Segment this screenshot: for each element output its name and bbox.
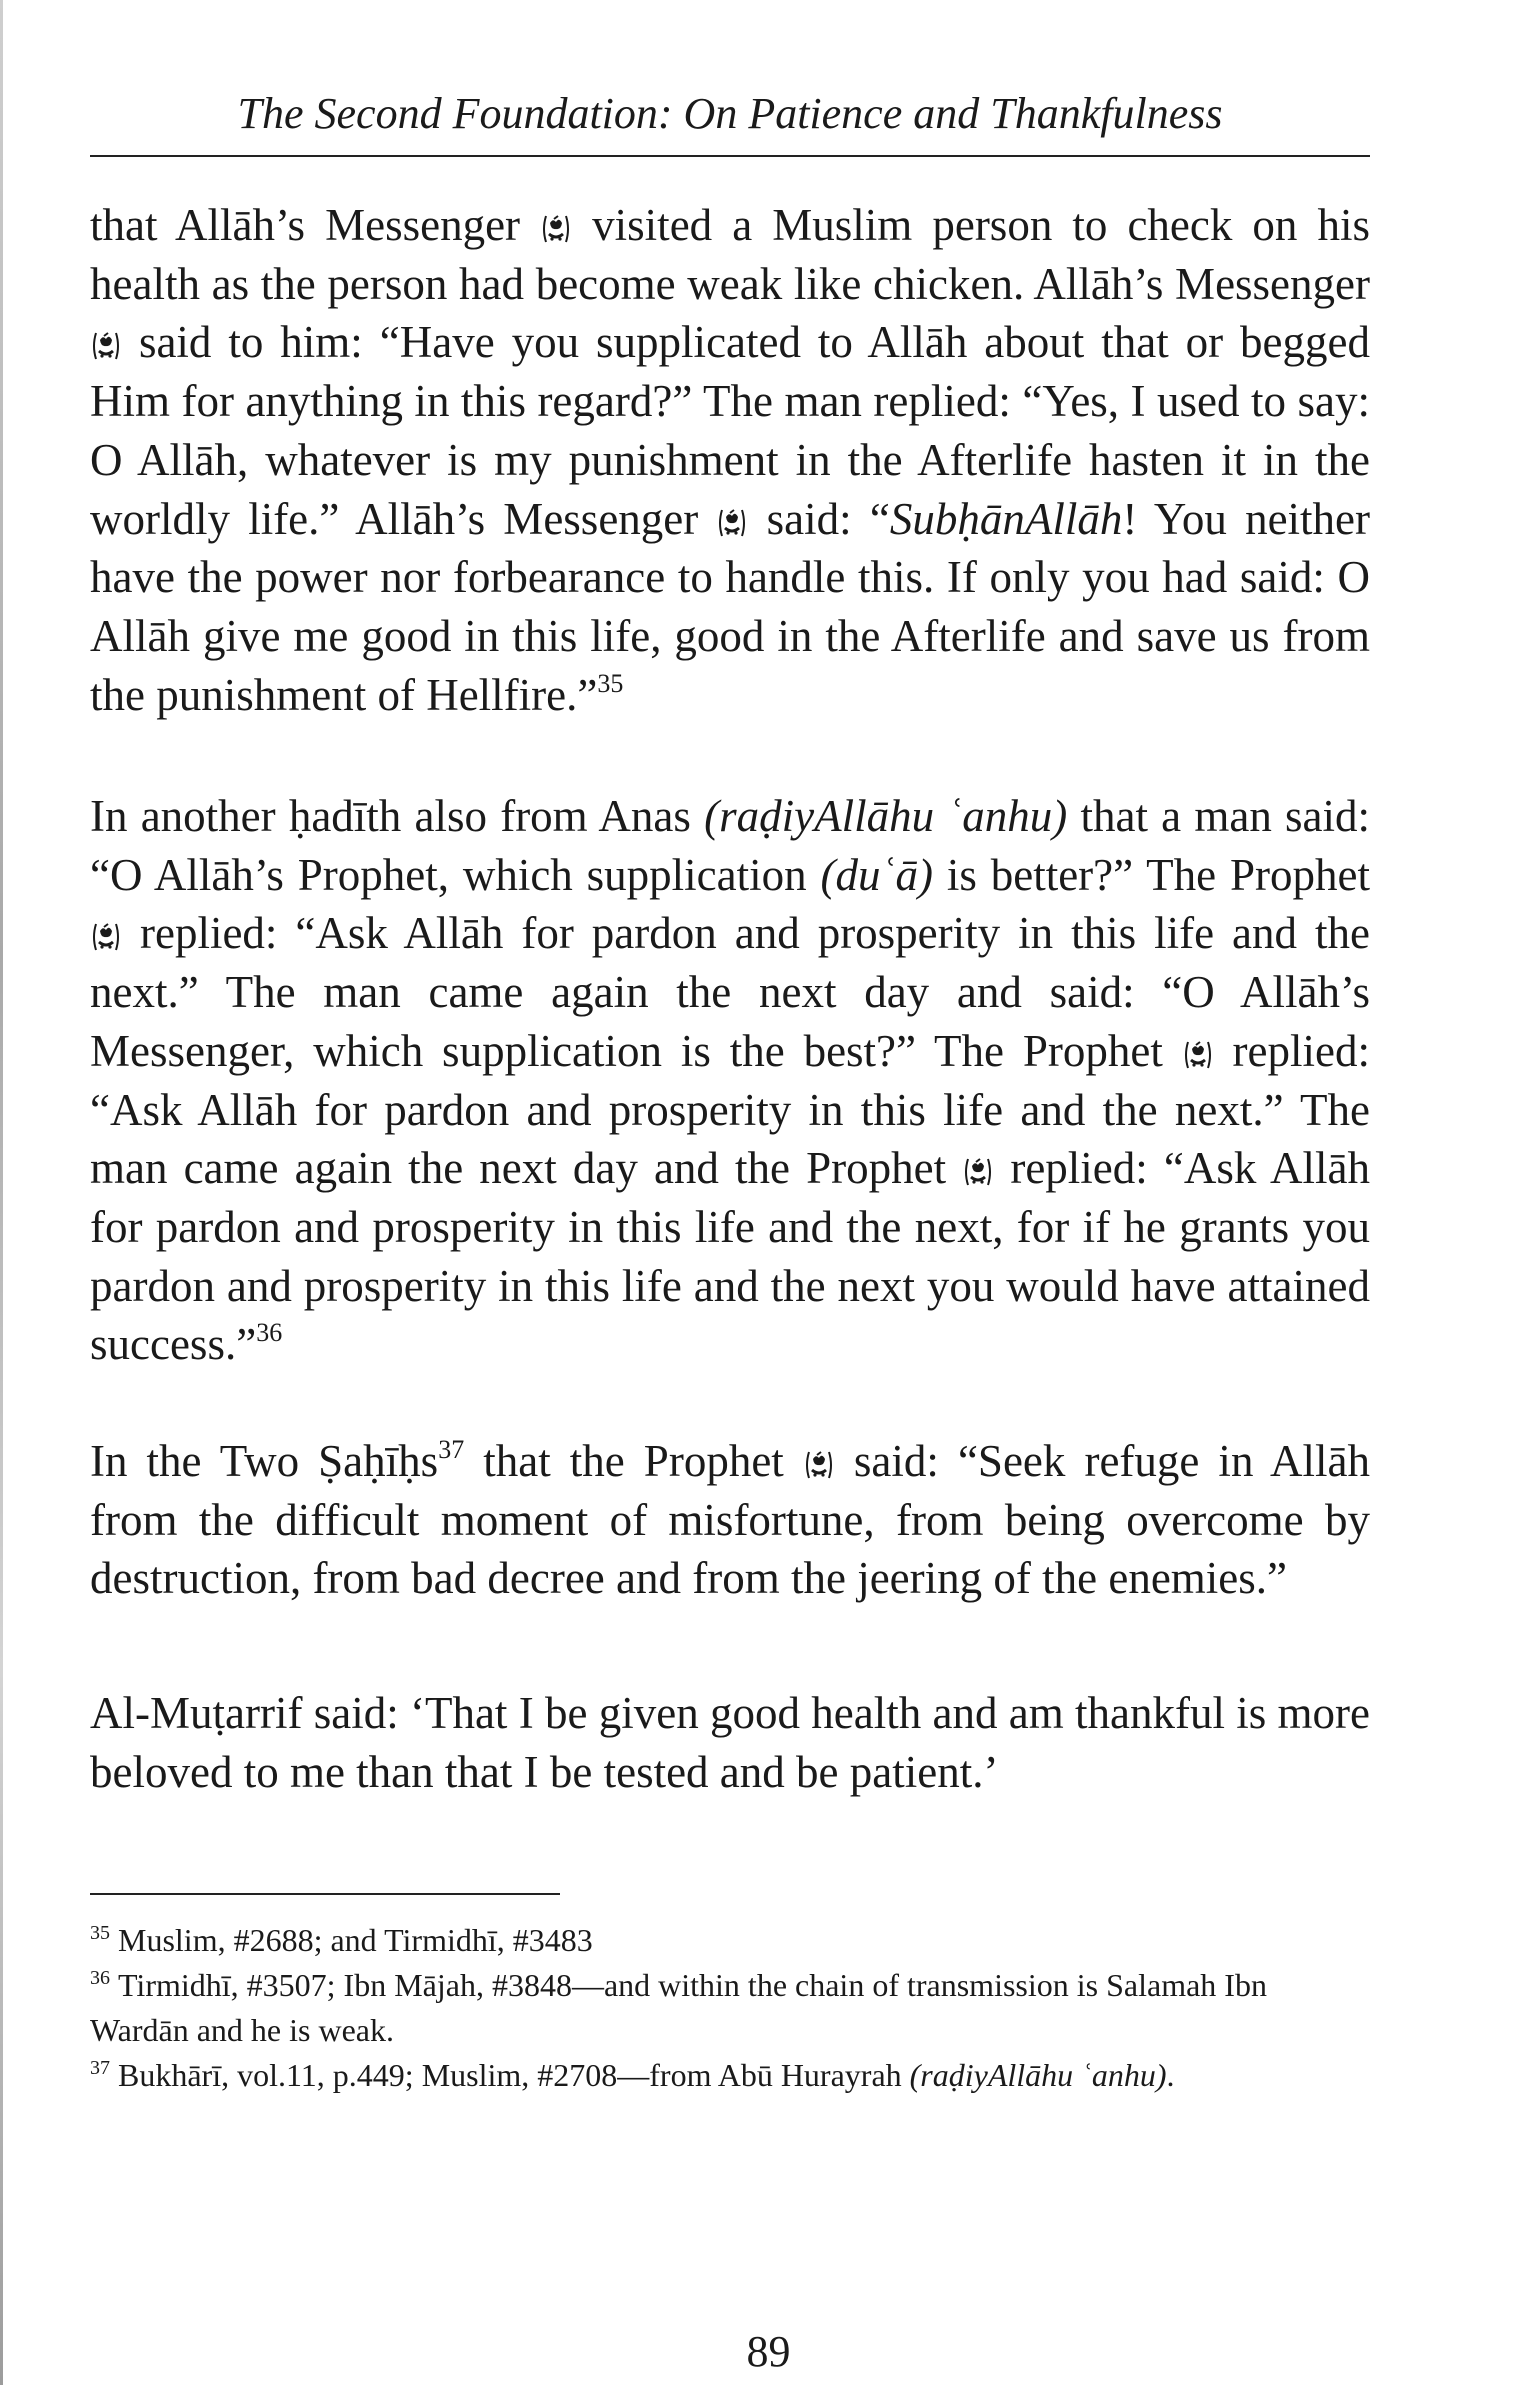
running-head: The Second Foundation: On Patience and Thankfulness xyxy=(237,89,1223,138)
p2-italic-term: (raḍiyAllāhu ʿanhu) xyxy=(704,791,1068,841)
p1-text: that Allāh’s Messenger xyxy=(90,200,541,250)
footnote-ref-35: 35 xyxy=(597,668,624,698)
p3-text: In the Two Ṣaḥīḥs xyxy=(90,1436,439,1486)
footnotes xyxy=(90,1918,1370,2098)
footnote-36 xyxy=(90,1963,1370,2053)
paragraph-1 xyxy=(90,196,1370,724)
p2-text: replied: “Ask Allāh for pardon and prosperity in this life and the next.” The man came again the next day and the Prophet xyxy=(90,1025,1370,1194)
paragraph-4 xyxy=(90,1684,1370,1801)
p1-text: visited a Muslim person to check on his health as the person had become weak like chicken. Allāh’s Messenger xyxy=(90,200,1370,309)
page-number: 89 xyxy=(746,2327,791,2376)
pbuh-icon xyxy=(91,329,121,363)
pbuh-icon xyxy=(804,1448,834,1482)
paragraph-2 xyxy=(90,787,1370,1374)
footnote-text: . xyxy=(1166,2057,1175,2093)
footnote-number: 37 xyxy=(90,2057,110,2079)
footnote-number: 35 xyxy=(90,1922,110,1944)
paragraph-3 xyxy=(90,1432,1370,1608)
footnote-text: Bukhārī, vol.11, p.449; Muslim, #2708—from Abū Hurayrah xyxy=(118,2057,910,2093)
footnote-text: Muslim, #2688; and Tirmidhī, #3483 xyxy=(118,1922,593,1958)
p2-text: that a man said: “O Allāh’s Prophet, which supplication xyxy=(90,791,1371,900)
p2-italic-term: (duʿā) xyxy=(820,849,933,900)
p2-text: replied: “Ask Allāh for pardon and prosperity in this life and the next, for if he grants you pardon and prosperity in this life and the next you would have attained success.” xyxy=(90,1143,1370,1370)
pbuh-icon xyxy=(91,920,121,954)
p2-text: is better?” The Prophet xyxy=(932,849,1370,900)
footnote-italic-term: (raḍiyAllāhu ʿanhu) xyxy=(909,2057,1167,2093)
pbuh-icon xyxy=(1183,1038,1213,1072)
footnote-35 xyxy=(90,1918,1370,1963)
p2-text: In another ḥadīth also from Anas xyxy=(90,791,705,841)
p4-text: Al-Muṭarrif said: ‘That I be given good health and am thankful is more beloved to me than that I be tested and be patient.’ xyxy=(90,1688,1370,1797)
p3-text: that the Prophet xyxy=(464,1436,803,1486)
p2-text: replied: “Ask Allāh for pardon and prosperity in this life and the next.” The man came again the next day and said: “O Allāh’s Messenger, which supplication is the best?” The Prophet xyxy=(90,908,1370,1076)
pbuh-icon xyxy=(963,1155,993,1189)
binding-edge xyxy=(0,0,3,2385)
p1-text: said: “ xyxy=(748,493,890,544)
p3-text: said: “Seek refuge in Allāh from the difficult moment of misfortune, from being overcome by destruction, from bad decree and from the jeering of the enemies.” xyxy=(90,1436,1370,1604)
footnote-ref-36: 36 xyxy=(256,1318,283,1348)
footnote-ref-37: 37 xyxy=(438,1435,465,1464)
p1-text: said to him: “Have you supplicated to Allāh about that or begged Him for anything in this regard?” The man replied: “Yes, I used to say: O Allāh, whatever is my punishment in the Afterlife hasten it in the worldly life.” Allāh’s Messenger xyxy=(90,317,1370,544)
footnote-rule xyxy=(90,1893,560,1895)
p1-italic-term: SubḥānAllāh xyxy=(889,493,1123,544)
footnote-37 xyxy=(90,2053,1370,2098)
pbuh-icon xyxy=(541,212,571,246)
pbuh-icon xyxy=(717,506,747,540)
p1-text: ! You neither have the power nor forbearance to handle this. If only you had said: O Allāh give me good in this life, good in the Afterlife and save us from the punishment of Hellfire.” xyxy=(90,493,1371,720)
footnote-number: 36 xyxy=(90,1967,110,1989)
header-rule xyxy=(90,155,1370,157)
footnote-text: Tirmidhī, #3507; Ibn Mājah, #3848—and within the chain of transmission is Salamah Ibn Wardān and he is weak. xyxy=(90,1967,1267,2048)
